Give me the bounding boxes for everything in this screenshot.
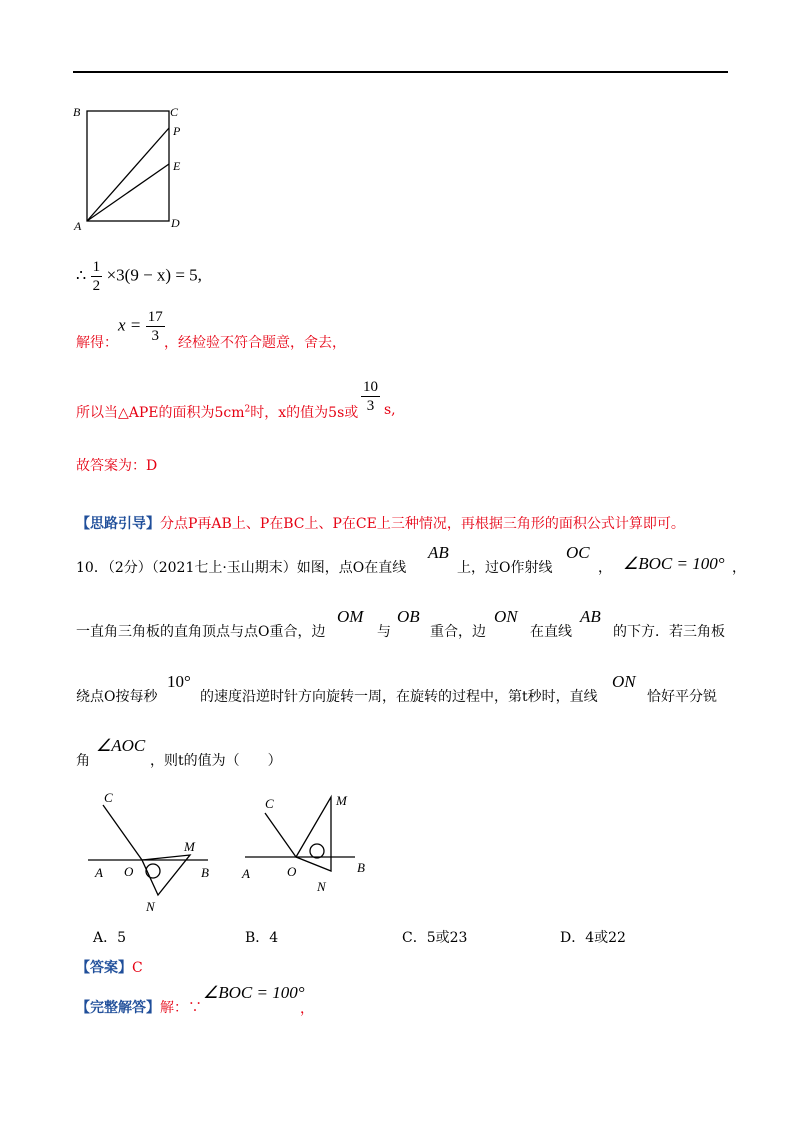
label-b: B bbox=[201, 865, 209, 880]
q10-line1-end: ， bbox=[732, 560, 746, 576]
q10-line2-a: 一直角三角板的直角顶点与点O重合，边 bbox=[76, 624, 326, 640]
header-rule bbox=[73, 71, 728, 73]
label-m: M bbox=[336, 793, 347, 808]
equation-line bbox=[76, 258, 202, 295]
math-om: OM bbox=[337, 607, 364, 626]
math-ab-2: AB bbox=[580, 607, 601, 626]
label-e: E bbox=[173, 159, 181, 173]
label-b: B bbox=[357, 860, 365, 875]
set-square bbox=[142, 855, 190, 895]
q10-line4-b: ，则t的值为（ ） bbox=[150, 753, 282, 769]
set-square-hole bbox=[310, 844, 324, 858]
option-b[interactable]: B．4 bbox=[245, 930, 279, 946]
q10-comma: ， bbox=[598, 560, 612, 576]
figure-rotated-position bbox=[235, 785, 375, 910]
hint-line: 【思路引导】分点P再AB上、P在BC上、P在CE上三种情况，再根据三角形的面积公式计算即可。 bbox=[76, 516, 685, 532]
math-ob: OB bbox=[397, 607, 420, 626]
label-o: O bbox=[124, 864, 134, 879]
option-a[interactable]: A．5 bbox=[93, 930, 127, 946]
set-square bbox=[296, 797, 331, 871]
full-solution-label: 【完整解答】解：∵ bbox=[76, 1000, 202, 1016]
label-a: A bbox=[95, 865, 103, 880]
q10-line4-a: 角 bbox=[76, 753, 90, 769]
conclusion-fraction: $\frac{10}{3}$ bbox=[363, 379, 378, 414]
segment-ae bbox=[87, 164, 169, 221]
conclusion-text: 所以当△APE的面积为$5cm^2$时，x的值为5s或 bbox=[76, 404, 359, 421]
equation-rest: ×3(9 − x) = 5, bbox=[106, 265, 202, 285]
q10-yu: 与 bbox=[377, 624, 391, 640]
ray-oc bbox=[103, 805, 142, 860]
q10-line3-a: 绕点O按每秒 bbox=[76, 689, 158, 705]
solution-text: ，经检验不符合题意，舍去， bbox=[164, 335, 346, 351]
label-d: D bbox=[171, 216, 180, 230]
label-m: M bbox=[184, 839, 195, 854]
math-ab: AB bbox=[428, 543, 449, 562]
segment-ap bbox=[87, 128, 169, 221]
solution-math: x = $\frac{17}{3}$ bbox=[118, 309, 163, 344]
figure-initial-position bbox=[88, 785, 223, 915]
label-a: A bbox=[74, 219, 82, 233]
q10-line3-c: 恰好平分锐 bbox=[647, 689, 717, 705]
full-solution-end: ， bbox=[300, 1001, 314, 1017]
math-on-2: ON bbox=[612, 672, 636, 691]
therefore-symbol: ∴ bbox=[76, 267, 87, 285]
label-a: A bbox=[242, 866, 250, 881]
previous-answer: 故答案为：D bbox=[76, 458, 158, 474]
math-oc: OC bbox=[566, 543, 590, 562]
q10-line2-d: 的下方．若三角板 bbox=[613, 624, 725, 640]
math-angle-aoc: ∠AOC bbox=[96, 736, 146, 755]
label-c: C bbox=[104, 790, 113, 805]
math-10deg: 10° bbox=[167, 672, 191, 691]
fraction-half: $\frac{1}{2}$ bbox=[92, 259, 101, 294]
answer-line: 【答案】C bbox=[76, 960, 143, 976]
option-c[interactable]: C．5或23 bbox=[402, 930, 468, 946]
set-square-hole bbox=[146, 864, 160, 878]
math-angle-boc: ∠BOC = 100° bbox=[623, 554, 725, 573]
ray-oc bbox=[265, 813, 296, 857]
q10-line1-b: 上，过O作射线 bbox=[457, 560, 553, 576]
conclusion-suffix: s, bbox=[384, 402, 396, 418]
q10-line3-b: 的速度沿逆时针方向旋转一周，在旋转的过程中，第t秒时，直线 bbox=[200, 689, 598, 705]
label-n: N bbox=[146, 899, 155, 914]
math-angle-boc-2: ∠BOC = 100° bbox=[203, 983, 305, 1002]
rectangle-figure bbox=[70, 100, 200, 235]
q10-line2-c: 在直线 bbox=[530, 624, 572, 640]
q10-line1-a: 10．（2分）（2021七上·玉山期末）如图，点O在直线 bbox=[76, 560, 407, 576]
rectangle-abcd bbox=[87, 111, 169, 221]
label-n: N bbox=[317, 879, 326, 894]
label-o: O bbox=[287, 864, 297, 879]
q10-line2-b: 重合，边 bbox=[430, 624, 486, 640]
option-d[interactable]: D．4或22 bbox=[560, 930, 626, 946]
label-c: C bbox=[170, 105, 179, 119]
solution-label: 解得： bbox=[76, 335, 118, 351]
label-p: P bbox=[173, 124, 181, 138]
label-b: B bbox=[73, 105, 81, 119]
label-c: C bbox=[265, 796, 274, 811]
math-on: ON bbox=[494, 607, 518, 626]
